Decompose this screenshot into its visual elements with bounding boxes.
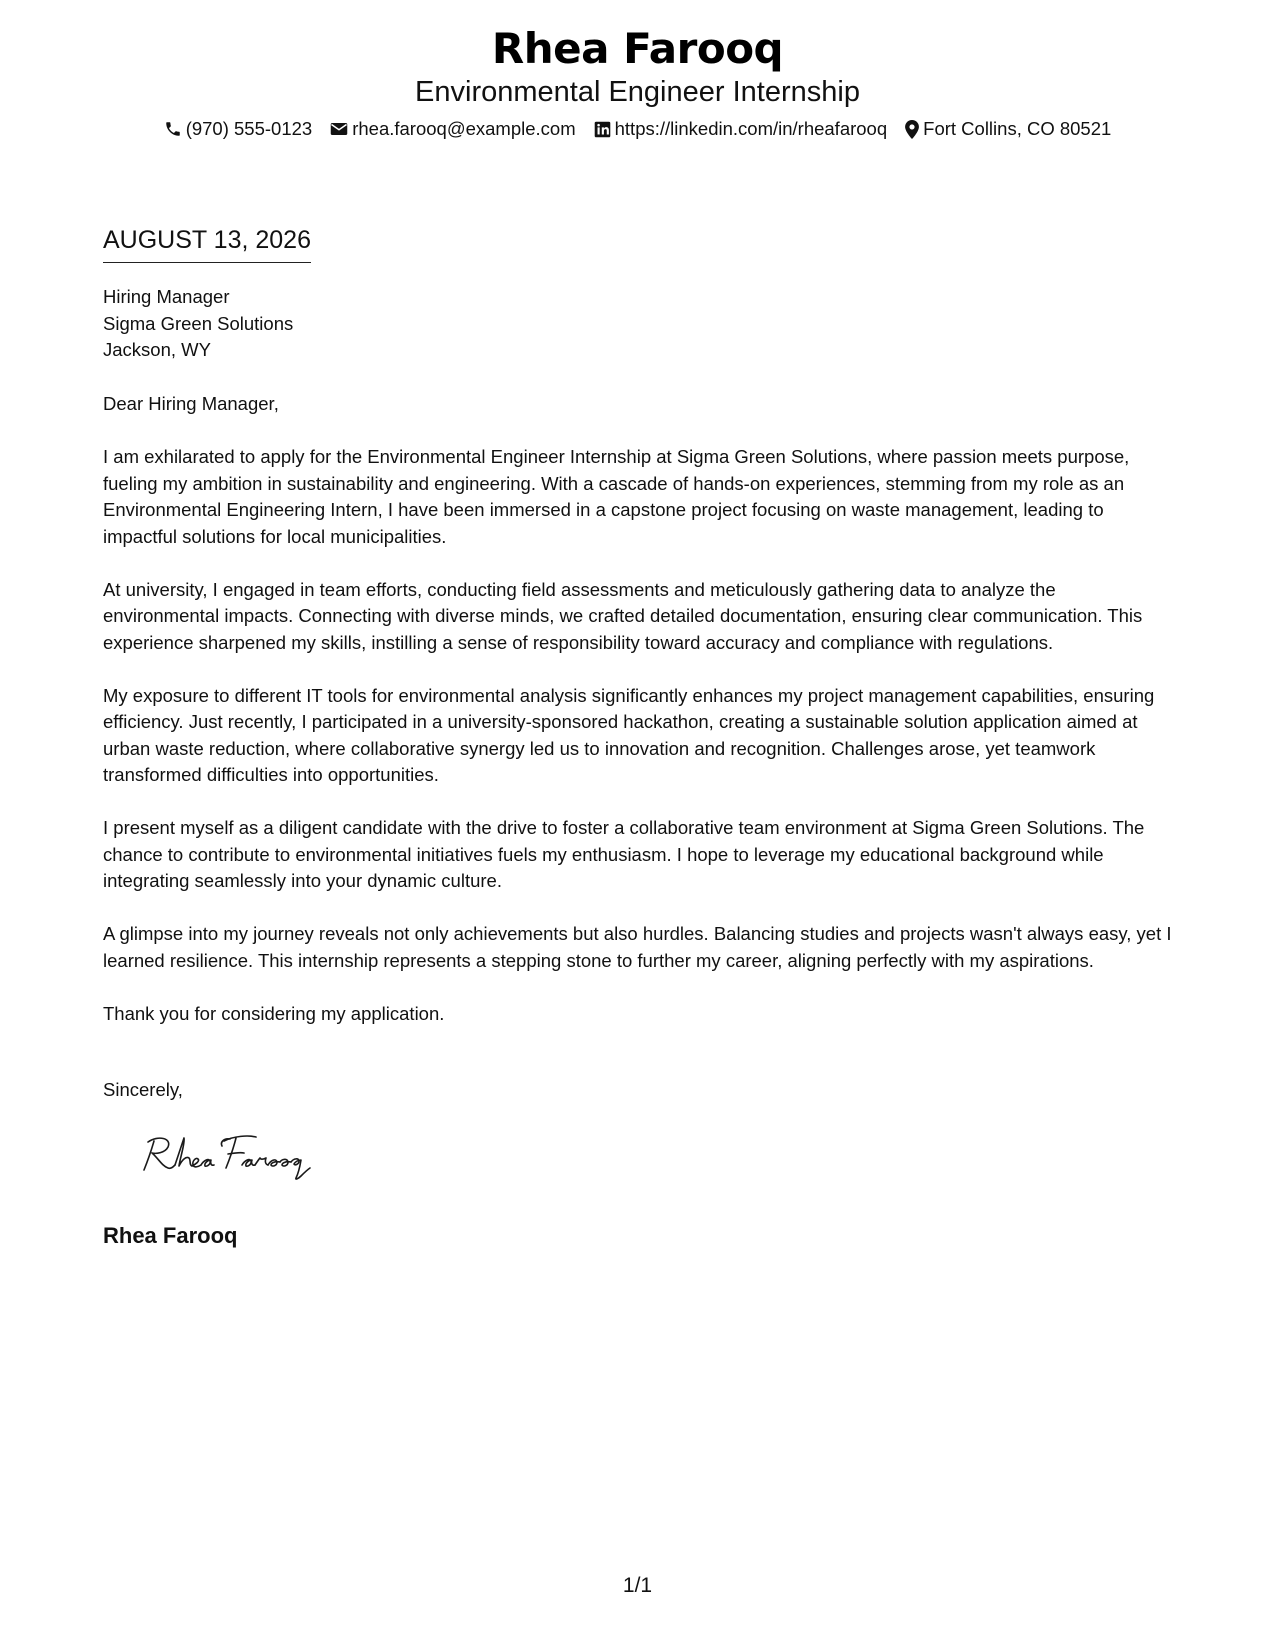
letter-header bbox=[0, 22, 1275, 142]
phone-number: (970) 555-0123 bbox=[185, 118, 313, 139]
applicant-name: Rhea Farooq bbox=[491, 24, 784, 73]
phone-icon bbox=[164, 120, 182, 138]
recipient-title: Hiring Manager bbox=[103, 286, 230, 307]
email-address[interactable]: rhea.farooq@example.com bbox=[352, 118, 576, 139]
closing-line: Sincerely, bbox=[103, 1079, 183, 1100]
salutation: Dear Hiring Manager, bbox=[103, 393, 279, 414]
body-paragraph: My exposure to different IT tools for environmental analysis significantly enhances my project management capabilities, ensuring efficiency. Just recently, I participated in a university-sponsored hackathon, creating a sustainable solution application aimed at urban waste reduction, where collaborative synergy led us to innovation and recognition. Challenges arose, yet teamwork transformed difficulties into opportunities. bbox=[103, 684, 1155, 785]
body-paragraph: I am exhilarated to apply for the Environmental Engineer Internship at Sigma Green Solutions, where passion meets purpose, fueling my ambition in sustainability and engineering. With a cascade of hands-on experiences, stemming from my role as an Environmental Engineering Intern, I have been immersed in a capstone project focusing on waste management, leading to impactful solutions for local municipalities. bbox=[103, 446, 1130, 547]
letter-date: AUGUST 13, 2026 bbox=[103, 224, 311, 263]
body-paragraph: I present myself as a diligent candidate with the drive to foster a collaborative team environment at Sigma Green Solutions. The chance to contribute to environmental initiatives fuels my enthusiasm. I hope to leverage my educational background while integrating seamlessly into your dynamic culture. bbox=[103, 817, 1145, 891]
linkedin-url[interactable]: https://linkedin.com/in/rheafarooq bbox=[614, 118, 888, 139]
handwritten-signature bbox=[138, 1132, 328, 1187]
linkedin-icon bbox=[594, 121, 611, 138]
letter-body bbox=[103, 444, 1175, 1054]
body-paragraph: A glimpse into my journey reveals not only achievements but also hurdles. Balancing studies and projects wasn't always easy, yet I learned resilience. This internship represents a stepping stone to further my career, aligning perfectly with my aspirations. bbox=[103, 923, 1172, 971]
recipient-location: Jackson, WY bbox=[103, 339, 211, 360]
body-paragraph: Thank you for considering my application. bbox=[103, 1002, 445, 1024]
location-text: Fort Collins, CO 80521 bbox=[923, 118, 1112, 139]
applicant-role: Environmental Engineer Internship bbox=[415, 76, 860, 108]
contact-row bbox=[0, 116, 1275, 142]
contact-phone bbox=[164, 116, 313, 142]
body-paragraph: At university, I engaged in team efforts, conducting field assessments and meticulously gathering data to analyze the environmental impacts. Connecting with diverse minds, we crafted detailed documentation, ensuring clear communication. This experience sharpened my skills, instilling a sense of responsibility toward accuracy and compliance with regulations. bbox=[103, 578, 1143, 653]
recipient-block bbox=[103, 284, 293, 364]
contact-location bbox=[905, 116, 1111, 142]
recipient-company: Sigma Green Solutions bbox=[103, 312, 294, 334]
map-pin-icon bbox=[905, 120, 919, 139]
page-indicator: 1/1 bbox=[622, 1574, 653, 1597]
contact-email[interactable] bbox=[330, 116, 575, 142]
envelope-icon bbox=[330, 121, 348, 137]
contact-linkedin[interactable] bbox=[594, 116, 888, 142]
signer-name: Rhea Farooq bbox=[103, 1223, 238, 1248]
